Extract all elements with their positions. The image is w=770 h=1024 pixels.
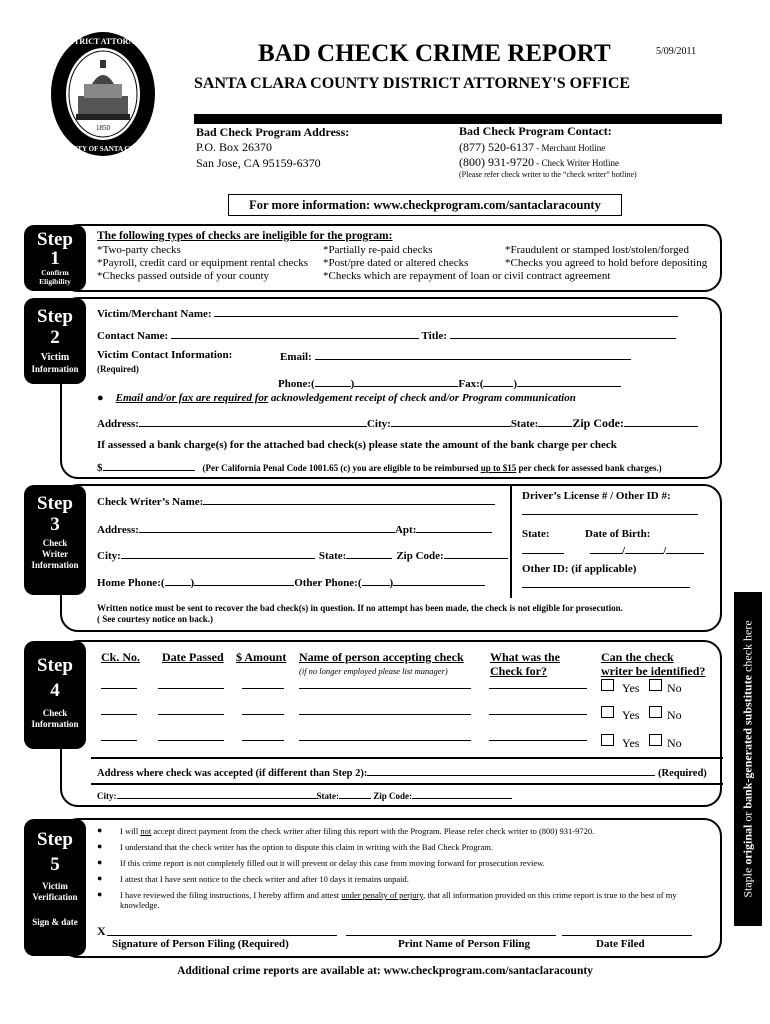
- staple-original: original: [740, 824, 755, 865]
- contact-note: (Please refer check writer to the “check writer” hotline): [459, 170, 637, 179]
- check-for-field[interactable]: [489, 714, 587, 715]
- city-label: City:: [366, 418, 391, 430]
- state-label: State:: [316, 791, 339, 801]
- city-field[interactable]: [391, 416, 511, 427]
- attestation-item: [97, 890, 717, 910]
- state-label: State:: [510, 418, 539, 430]
- dob-day-field[interactable]: [625, 543, 663, 554]
- step1-heading: The following types of checks are ineligible for the program:: [97, 230, 393, 242]
- contact-label: Bad Check Program Contact:: [459, 124, 612, 138]
- phone-label: Phone:(: [278, 378, 315, 390]
- step2-label2: Information: [31, 364, 79, 374]
- footer-text: Additional crime reports are available at: www.checkprogram.com/santaclaracounty: [177, 965, 593, 977]
- step5-label1: Victim: [42, 881, 68, 891]
- bullet-rest: acknowledgement receipt of check and/or Program communication: [268, 392, 576, 404]
- penal-code-text: (Per California Penal Code 1001.65 (c) you are eligible to be reimbursed: [202, 463, 481, 473]
- bullet-icon: ●: [97, 841, 103, 851]
- home-phone-area-field[interactable]: [165, 575, 191, 586]
- staple-or: or: [740, 808, 755, 825]
- office-subtitle: SANTA CLARA COUNTY DISTRICT ATTORNEY'S OFFICE: [194, 75, 631, 92]
- fax-field[interactable]: [517, 376, 621, 387]
- b5-pre: I have reviewed the filing instructions, I hereby affirm and attest: [120, 890, 342, 900]
- slash: /: [663, 545, 667, 557]
- address-label: Bad Check Program Address:: [196, 125, 350, 139]
- print-name-field[interactable]: [346, 935, 556, 936]
- accepted-city-row: [97, 790, 512, 801]
- bullet-icon: ●: [97, 889, 103, 899]
- writer-address-field[interactable]: [139, 522, 395, 533]
- step5-num: 5: [50, 854, 60, 875]
- step5-word: Step: [37, 829, 73, 850]
- bank-charge-text: If assessed a bank charge(s) for the attached bad check(s) please state the amount of the bank charge per check: [97, 439, 617, 451]
- step4-badge: [24, 641, 86, 749]
- staple-pre: Staple: [740, 864, 755, 898]
- col-ident-line2: writer be identified?: [601, 664, 706, 678]
- step2-num: 2: [50, 327, 60, 348]
- col-name-header: Name of person accepting check: [299, 650, 464, 664]
- dob-year-field[interactable]: [666, 543, 704, 554]
- b3-text: If this crime report is not completely filled out it will prevent or delay this case from moving forward for prosecution review.: [120, 858, 545, 868]
- ineligible-item: *Checks which are repayment of loan or civil contract agreement: [323, 270, 611, 282]
- yes-label: Yes: [622, 736, 640, 750]
- staple-text: [741, 592, 756, 926]
- ineligible-item: *Payroll, credit card or equipment rental checks: [97, 257, 309, 269]
- b1-under: not: [140, 826, 152, 836]
- ck-no-field[interactable]: [101, 740, 137, 741]
- ck-no-field[interactable]: [101, 688, 137, 689]
- victim-name-row: [97, 306, 678, 320]
- apt-label: Apt:: [394, 524, 417, 536]
- step4-divider-2: [91, 783, 723, 785]
- city-field[interactable]: [121, 548, 315, 559]
- svg-text:DISTRICT ATTORNEY: DISTRICT ATTORNEY: [60, 37, 146, 46]
- step1-col1: [97, 244, 308, 283]
- contact-line2: [459, 155, 619, 170]
- ineligible-item: *Checks you agreed to hold before depositing: [505, 257, 708, 269]
- attestation-list: [97, 826, 717, 910]
- contact-name-field[interactable]: [171, 328, 419, 339]
- no-label: No: [667, 708, 682, 722]
- step3-label2: Writer: [41, 549, 69, 559]
- notice-line2: ( See courtesy notice on back.): [97, 614, 213, 624]
- email-fax-bullet: [97, 392, 576, 404]
- writer-address-row: [97, 522, 492, 536]
- staple-post: check here: [740, 620, 755, 675]
- amount-field[interactable]: [242, 688, 284, 689]
- zip-field[interactable]: [624, 416, 698, 427]
- contact-line1: [459, 140, 605, 155]
- paren: ): [190, 577, 195, 589]
- dob-label: Date of Birth:: [585, 528, 651, 540]
- b4-text: I attest that I have sent notice to the check writer and after 10 days it remains unpaid.: [120, 874, 409, 884]
- phone-fax-row: [278, 376, 621, 390]
- bullet-icon: ●: [97, 857, 103, 867]
- zip-field[interactable]: [444, 548, 508, 559]
- amount-field[interactable]: [242, 740, 284, 741]
- check-for-field[interactable]: [489, 688, 587, 689]
- date-filed-field[interactable]: [562, 935, 692, 936]
- victim-contact-required: (Required): [97, 364, 139, 374]
- step5-label3: Sign & date: [32, 917, 78, 927]
- date-passed-field[interactable]: [158, 714, 224, 715]
- signature-x: X: [97, 924, 106, 938]
- other-phone-area-field[interactable]: [362, 575, 390, 586]
- accepted-address-label: Address where check was accepted (if different than Step 2):: [97, 768, 368, 779]
- step1-col3: [505, 244, 707, 270]
- notice-text: [97, 603, 623, 625]
- contact-name-row: [97, 328, 676, 342]
- step4-label2: Information: [31, 719, 79, 729]
- ck-no-field[interactable]: [101, 714, 137, 715]
- step3-divider: [510, 484, 512, 598]
- accepted-address-field[interactable]: [367, 765, 655, 776]
- form-date: 5/09/2011: [656, 46, 697, 57]
- no-checkbox[interactable]: [649, 734, 662, 746]
- accepting-name-field[interactable]: [299, 714, 471, 715]
- step1-num: 1: [50, 248, 60, 269]
- phone-field[interactable]: [354, 376, 458, 387]
- yes-checkbox[interactable]: [601, 734, 614, 746]
- zip-label: Zip Code:: [373, 791, 413, 801]
- license-field[interactable]: [522, 505, 698, 515]
- svg-text:COUNTY OF SANTA CLARA: COUNTY OF SANTA CLARA: [56, 145, 150, 153]
- step5-label2: Verification: [32, 892, 78, 902]
- ineligible-item: *Fraudulent or stamped lost/stolen/forged: [505, 244, 690, 256]
- col-what-line2: Check for?: [490, 664, 547, 678]
- county-seal: [48, 30, 158, 158]
- step1-word: Step: [37, 229, 73, 250]
- page-title: BAD CHECK CRIME REPORT: [258, 40, 611, 67]
- writer-name-label: Check Writer’s Name:: [97, 496, 204, 508]
- b2-text: I understand that the check writer has the option to dispute this claim in writing with the Bad Check Program.: [120, 842, 493, 852]
- license-label: Driver’s License # / Other ID #:: [522, 490, 671, 502]
- apt-field[interactable]: [416, 522, 492, 533]
- signature-label: Signature of Person Filing (Required): [112, 938, 289, 950]
- header-rule: [194, 114, 722, 124]
- merchant-phone: (877) 520-6137: [459, 140, 534, 154]
- print-name-label: Print Name of Person Filing: [398, 938, 530, 950]
- paren: ): [389, 577, 394, 589]
- writer-city-row: [97, 548, 508, 562]
- yes-checkbox[interactable]: [601, 706, 614, 718]
- date-passed-field[interactable]: [158, 688, 224, 689]
- no-checkbox[interactable]: [649, 706, 662, 718]
- step3-label1: Check: [42, 538, 68, 548]
- attestation-item: [97, 874, 717, 884]
- yes-label: Yes: [622, 708, 640, 722]
- col-date-header: Date Passed: [162, 650, 224, 664]
- state-label: State:: [318, 550, 347, 562]
- col-amount-header: $ Amount: [236, 650, 287, 664]
- fax-area-field[interactable]: [483, 376, 513, 387]
- step2-label1: Victim: [40, 352, 70, 363]
- bullet-icon: ●: [97, 873, 103, 883]
- date-passed-field[interactable]: [158, 740, 224, 741]
- col-ck-header: Ck. No.: [101, 650, 141, 664]
- home-phone-field[interactable]: [194, 575, 294, 586]
- staple-bar: [734, 592, 762, 926]
- accepting-name-field[interactable]: [299, 688, 471, 689]
- zip-label: Zip Code:: [572, 416, 624, 430]
- zip-field[interactable]: [412, 790, 512, 799]
- no-checkbox[interactable]: [649, 679, 662, 691]
- col-ident-header: [601, 650, 705, 678]
- writer-state-field[interactable]: [522, 543, 564, 554]
- step3-num: 3: [50, 514, 60, 535]
- contact-name-label: Contact Name:: [97, 330, 169, 342]
- step1-label1: Confirm: [41, 268, 69, 277]
- city-label: City:: [97, 791, 117, 801]
- step3-word: Step: [37, 493, 73, 514]
- step2-word: Step: [37, 306, 73, 327]
- state-field[interactable]: [538, 416, 572, 427]
- col-what-header: [490, 650, 560, 678]
- bank-charge-row: [97, 460, 662, 474]
- ineligible-item: *Checks passed outside of your county: [97, 270, 269, 282]
- col-ident-line1: Can the check: [601, 650, 674, 664]
- b5-post: , that all information provided on this crime report is true to the best of my knowledge.: [120, 890, 677, 910]
- step4-word: Step: [37, 655, 73, 676]
- svg-text:1850: 1850: [96, 124, 110, 132]
- state-dob-fields: [522, 543, 704, 557]
- state-field[interactable]: [339, 790, 371, 799]
- address-label: Address:: [97, 524, 139, 536]
- no-label: No: [667, 681, 682, 695]
- step1-label2: Eligibility: [39, 277, 71, 286]
- dob-month-field[interactable]: [590, 543, 622, 554]
- attestation-item: [97, 842, 717, 852]
- victim-contact-info-label: Victim Contact Information:: [97, 349, 233, 361]
- bank-charge-field[interactable]: [103, 460, 195, 471]
- step4-divider: [91, 757, 723, 759]
- city-field[interactable]: [117, 790, 317, 799]
- address-field[interactable]: [139, 416, 367, 427]
- step4-label1: Check: [42, 708, 68, 718]
- check-row: [101, 683, 721, 697]
- bullet-icon: ●: [97, 392, 104, 404]
- date-filed-label: Date Filed: [596, 938, 645, 950]
- accepted-address-row: [97, 765, 707, 779]
- title-label: Title:: [421, 330, 447, 342]
- other-phone-field[interactable]: [393, 575, 485, 586]
- paren: ): [513, 378, 518, 390]
- fax-label: Fax:(: [458, 378, 484, 390]
- penal-code-text-end: per check for assessed bank charges.): [516, 463, 662, 473]
- paren: ): [350, 378, 355, 390]
- other-phone-label: Other Phone:(: [294, 577, 362, 589]
- step1-badge: [24, 225, 86, 291]
- title-field[interactable]: [450, 328, 676, 339]
- address-line2: San Jose, CA 95159-6370: [196, 156, 321, 170]
- writer-phone-row: [97, 575, 485, 589]
- step3-badge: [24, 485, 86, 595]
- email-label: Email:: [280, 351, 312, 363]
- b1-post: accept direct payment from the check writer after filing this report with the Program. Please refer check writer to (800) 931-9720.: [151, 826, 595, 836]
- yes-label: Yes: [622, 681, 640, 695]
- attestation-item: [97, 858, 717, 868]
- email-row: [280, 349, 631, 363]
- yes-checkbox[interactable]: [601, 679, 614, 691]
- writer-state-label: State:: [522, 528, 550, 540]
- signature-field[interactable]: [107, 935, 337, 936]
- victim-address-row: [97, 416, 698, 431]
- other-id-label: Other ID: (if applicable): [522, 563, 637, 575]
- bullet-underlined: Email and/or fax are required for: [115, 392, 269, 404]
- writer-phone: (800) 931-9720: [459, 155, 534, 169]
- state-field[interactable]: [346, 548, 392, 559]
- accepting-name-field[interactable]: [299, 740, 471, 741]
- notice-line1: Written notice must be sent to recover the bad check(s) in question. If no attempt has been made, the check is not eligible for prosecution.: [97, 603, 623, 613]
- penal-code-underlined: up to $15: [480, 463, 517, 473]
- step3-label3: Information: [31, 560, 79, 570]
- home-phone-label: Home Phone:(: [97, 577, 165, 589]
- step2-badge: [24, 298, 86, 384]
- check-row: [101, 709, 721, 723]
- address-label: Address:: [97, 418, 139, 430]
- zip-label: Zip Code:: [396, 550, 444, 562]
- slash: /: [622, 545, 626, 557]
- amount-field[interactable]: [242, 714, 284, 715]
- writer-name-row: [97, 494, 495, 508]
- b5-under: under penalty of perjury: [341, 890, 424, 900]
- staple-bank: bank-generated substitute: [740, 674, 755, 809]
- ineligible-item: *Partially re-paid checks: [323, 244, 433, 256]
- ineligible-item: *Post/pre dated or altered checks: [323, 257, 469, 269]
- check-row: [101, 735, 721, 749]
- info-banner: For more information: www.checkprogram.com/santaclaracounty: [228, 194, 622, 216]
- victim-name-field[interactable]: [214, 306, 678, 317]
- col-name-note: (if no longer employed please list manager): [299, 666, 448, 676]
- attestation-item: [97, 826, 717, 836]
- phone-area-field[interactable]: [315, 376, 351, 387]
- check-for-field[interactable]: [489, 740, 587, 741]
- writer-name-field[interactable]: [203, 494, 495, 505]
- email-field[interactable]: [315, 349, 631, 360]
- victim-name-label: Victim/Merchant Name:: [97, 308, 212, 320]
- col-what-line1: What was the: [490, 650, 561, 664]
- bullet-icon: ●: [97, 825, 103, 835]
- ineligible-item: *Two-party checks: [97, 244, 181, 256]
- step5-badge: [24, 819, 86, 956]
- accepted-address-required: (Required): [657, 768, 707, 779]
- seal-icon: [48, 30, 158, 158]
- step4-num: 4: [50, 680, 60, 701]
- dollar-label: $: [97, 462, 103, 474]
- other-id-field[interactable]: [522, 578, 690, 588]
- b1-pre: I will: [120, 826, 141, 836]
- writer-hotline-note: - Check Writer Hotline: [534, 158, 619, 168]
- merchant-hotline-note: - Merchant Hotline: [534, 143, 606, 153]
- no-label: No: [667, 736, 682, 750]
- address-line1: P.O. Box 26370: [196, 140, 273, 154]
- city-label: City:: [97, 550, 121, 562]
